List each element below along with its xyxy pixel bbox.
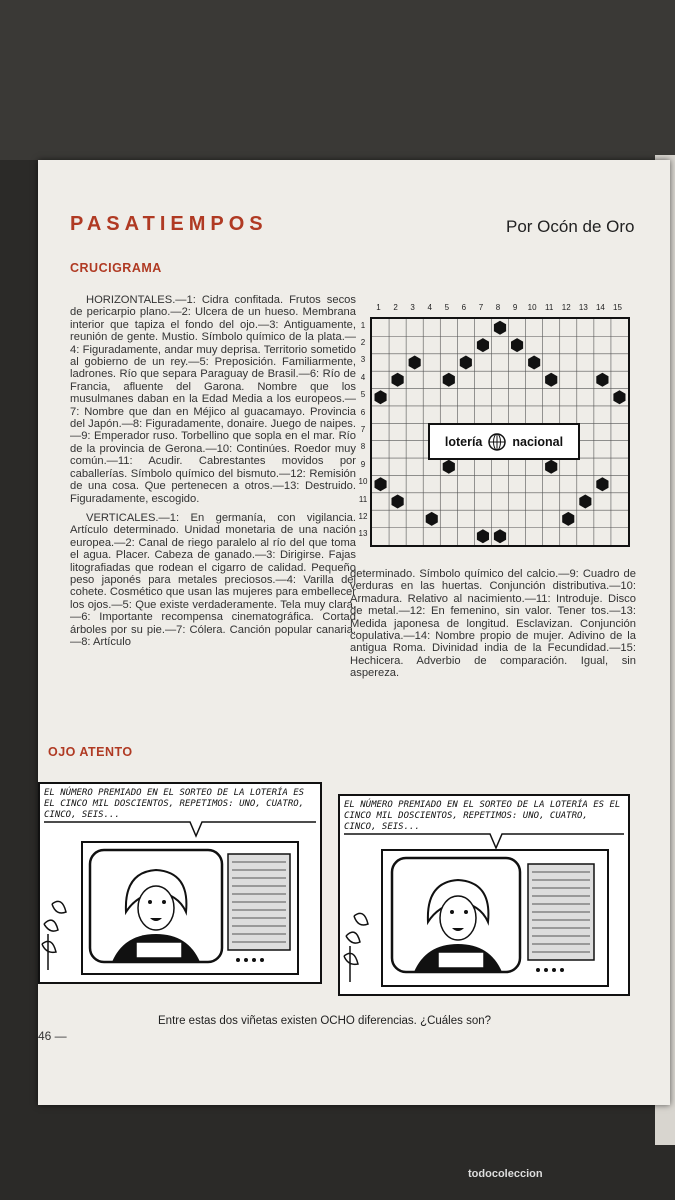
black-cell: [511, 338, 523, 352]
column-number: 10: [527, 303, 537, 312]
logo-text-left: lotería: [444, 434, 483, 449]
clues-left-column: [70, 294, 356, 655]
row-number: 5: [360, 390, 366, 400]
row-number: 3: [360, 355, 366, 365]
black-cell: [494, 529, 506, 543]
crossword-grid: [370, 317, 630, 547]
column-number: 9: [512, 303, 518, 312]
black-cell: [426, 512, 438, 526]
black-cell: [477, 529, 489, 543]
column-number: 11: [545, 303, 554, 312]
black-cell: [392, 373, 404, 387]
black-cell: [579, 495, 591, 509]
column-number: 4: [427, 303, 432, 312]
column-number: 2: [393, 303, 398, 312]
black-cell: [409, 356, 421, 370]
tv-announcer-illustration: [340, 796, 628, 994]
black-cell: [596, 373, 608, 387]
crucigrama-heading: CRUCIGRAMA: [70, 261, 162, 275]
column-number: 5: [444, 303, 450, 312]
column-number: 13: [578, 303, 588, 312]
magazine-page: [38, 160, 670, 1105]
column-number: 7: [478, 303, 484, 312]
black-cell: [545, 373, 557, 387]
row-number: 9: [360, 459, 366, 469]
crossword-grid-area: [358, 303, 636, 555]
black-cell: [613, 390, 625, 404]
loteria-nacional-logo: [428, 423, 580, 460]
black-cell: [494, 321, 506, 335]
row-number: 4: [360, 372, 366, 382]
comic-caption: Entre estas dos viñetas existen OCHO diferencias. ¿Cuáles son?: [158, 1015, 492, 1027]
page-title: PASATIEMPOS: [70, 213, 268, 235]
black-cell: [477, 338, 489, 352]
byline: Por Ocón de Oro: [506, 217, 635, 236]
black-cell: [443, 460, 455, 474]
row-number: 2: [360, 338, 366, 348]
column-number: 12: [561, 303, 571, 312]
watermark: todocoleccion: [468, 1168, 543, 1180]
tv-announcer-illustration: [40, 784, 320, 982]
column-number: 3: [410, 303, 415, 312]
column-number: 14: [595, 303, 605, 312]
black-cell: [596, 477, 608, 491]
row-number: 12: [358, 511, 368, 521]
column-number: 1: [376, 303, 381, 312]
verticales-clues: VERTICALES.—1: En germanía, con vigilancia. Artículo determinado. Unidad monetaria de una nación europea.—2: Canal de riego paralelo al río del que toma el agua. Placer. Cabeza de ganado.—3: Dirigirse. Fajas litografiadas que rodean el cigarro de calidad. Pequeño peso japonés para metales preciosos.—4: Varilla del cohete. Cosmético que usan las mujeres para embellecer los ojos.—5: Que existe verdaderamente. Tela muy clara.—6: Importante recompensa cinematográfica. Cortad árboles por su pie.—7: Cólera. Canción popular canaria.—8: Artículo: [70, 511, 356, 648]
row-number: 1: [360, 320, 366, 330]
black-cell: [392, 495, 404, 509]
row-number: 13: [358, 529, 368, 539]
page-number: 46 —: [38, 1029, 67, 1043]
background-top: [0, 0, 675, 160]
verticales-clues-continued: determinado. Símbolo químico del calcio.—9: Cuadro de verduras en las huertas. Conjunción distributiva.—10: Armadura. Relativo al nacimiento.—11: Introduje. Disco de metal.—12: En femenino, sin valor. Tener tos.—13: Medida japonesa de longitud. Esclavizan. Conjunción copulativa.—14: Nombre propio de mujer. Adivino de la antigua Roma. Divinidad india de la Fecundidad.—15: Hechicera. Adverbio de comparación. Igual, sin aspereza.: [350, 568, 636, 680]
row-number: 10: [358, 477, 368, 487]
comic-panel-left: [38, 782, 322, 984]
black-cell: [545, 460, 557, 474]
globe-icon: [488, 433, 506, 451]
horizontales-clues: HORIZONTALES.—1: Cidra confitada. Frutos secos de pericarpio plano.—2: Ulcera de un hueso. Membrana interior que tapiza el fondo del ojo.—3: Antiguamente, reunión de gente. Mustio. Símbolo químico de la plata.—4: Figuradamente, andar muy deprisa. Territorio sometido al gobierno de un rey.—5: Preposición. Familiarmente, ladrones. Río que separa Paraguay de Brasil.—6: Río de Francia, afluente del Garona. Nombre que los musulmanes daban en la Edad Media a los europeos.—7: Nombre que dan en Méjico al guacamayo. Provincia del Japón.—8: Figuradamente, donaire. Juego de naipes.—9: Emperador ruso. Torbellino que sopla en el mar. Río de la provincia de Gerona.—10: Continúes. Roedor muy común.—11: Acudir. Cabrestantes movidos por caballerías. Símbolo químico del bismuto.—12: Remisión de una cosa. Que pertenecen a otros.—13: Destruido. Figuradamente, escogido.: [70, 294, 356, 505]
logo-text-right: nacional: [512, 434, 564, 449]
row-number: 6: [360, 407, 366, 417]
black-cell: [375, 477, 387, 491]
black-cell: [460, 356, 472, 370]
black-cell: [528, 356, 540, 370]
black-cell: [562, 512, 574, 526]
row-number: 8: [360, 442, 366, 452]
column-number: 8: [495, 303, 501, 312]
row-number: 7: [360, 425, 366, 434]
clues-right-column: [350, 568, 636, 687]
black-cell: [443, 373, 455, 387]
column-number: 6: [461, 303, 467, 312]
speech-bubble: EL NÚMERO PREMIADO EN EL SORTEO DE LA LOTERÍA ES EL CINCO MIL DOSCIENTOS, REPETIMOS: UNO, CUATRO, CINCO, SEIS...: [344, 800, 621, 832]
comic-panel-right: [338, 794, 630, 996]
black-cell: [375, 390, 387, 404]
column-numbers: [368, 303, 630, 315]
row-number: 11: [358, 494, 368, 504]
speech-bubble: EL NÚMERO PREMIADO EN EL SORTEO DE LA LOTERÍA ES EL CINCO MIL DOSCIENTOS, REPETIMOS: UNO, CUATRO, CINCO, SEIS...: [44, 788, 305, 820]
column-number: 15: [613, 303, 622, 312]
ojo-atento-heading: OJO ATENTO: [48, 745, 133, 759]
